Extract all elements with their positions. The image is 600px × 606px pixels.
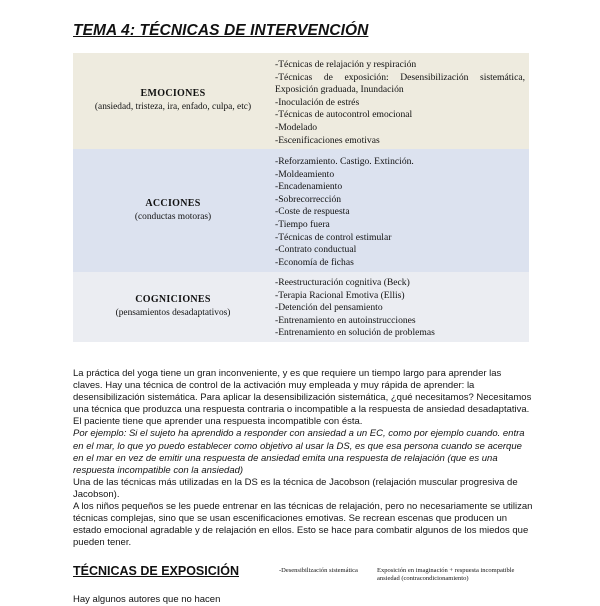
technique-item: -Entrenamiento en autoinstrucciones (275, 314, 416, 326)
technique-list (273, 53, 529, 149)
table-row-acciones (73, 149, 529, 272)
technique-list (273, 149, 529, 272)
technique-item: -Tiempo fuera (275, 218, 330, 230)
technique-item: -Reestructuración cognitiva (Beck) (275, 277, 410, 288)
technique-item: -Detención del pensamiento (275, 302, 383, 314)
technique-item: -Terapia Racional Emotiva (Ellis) (275, 289, 405, 301)
category-title: EMOCIONES (140, 88, 206, 100)
technique-item: -Entrenamiento en solución de problemas (275, 327, 435, 339)
paragraph: A los niños pequeños se les puede entrenar en las técnicas de relajación, pero no necesariamente se utilizan técnicas complejas, sino que se usan escenificaciones emotivas. Se recrean escenas que producen un estado emocional agradable y de relajación en ellos. Esto se hace para combatir algunos de los miedos que pueden tener. (73, 501, 533, 549)
paragraph-start: Hay algunos autores que no hacen (73, 594, 221, 605)
paragraph: La práctica del yoga tiene un gran inconveniente, y es que requiere un tiempo largo para aprender las claves. Hay una técnica de control de la activación muy empleada y muy rápida de aprender: la desensibilización sistemática. Para aplicar la desensibilización sistemática, ¿qué necesitamos? Necesitamos una técnica que produzca una respuesta contraria o incompatible a la respuesta de ansiedad desadaptativa. El paciente tiene que aprender una respuesta incompatible con ésta. (73, 368, 532, 428)
technique-item: -Moldeamiento (275, 168, 335, 180)
technique-item: -Reforzamiento. Castigo. Extinción. (275, 156, 414, 167)
technique-item: -Técnicas de exposición: Desensibilización sistemática, Exposición graduada, Inundación (275, 71, 525, 96)
techniques-table (73, 53, 529, 342)
technique-item: -Técnicas de autocontrol emocional (275, 109, 413, 121)
paragraph: Una de las técnicas más utilizadas en la DS es la técnica de Jacobson (relajación muscular progresiva de Jacobson). (73, 476, 518, 500)
technique-item: -Contrato conductual (275, 244, 357, 256)
technique-item: -Escenificaciones emotivas (275, 134, 380, 146)
page-title: TEMA 4: TÉCNICAS DE INTERVENCIÓN (73, 22, 369, 39)
category-subtitle: (pensamientos desadaptativos) (115, 308, 231, 318)
category-subtitle: (ansiedad, tristeza, ira, enfado, culpa, etc) (94, 102, 252, 112)
technique-item: -Coste de respuesta (275, 206, 350, 218)
category-subtitle: (conductas motoras) (134, 211, 212, 222)
category-cell (73, 272, 273, 342)
technique-list (273, 272, 529, 342)
technique-item: -Técnicas de control estimular (275, 231, 392, 243)
body-text (73, 368, 533, 549)
category-title: ACCIONES (145, 197, 201, 209)
margin-note: Exposición en imaginación + respuesta incompatible ansiedad (contracondicionamiento) (377, 567, 515, 582)
technique-item: -Encadenamiento (275, 181, 343, 193)
technique-item: -Modelado (275, 121, 318, 133)
technique-item: -Economía de fichas (275, 256, 354, 268)
section-title: TÉCNICAS DE EXPOSICIÓN (73, 564, 239, 578)
category-cell (73, 53, 273, 149)
technique-item: -Sobrecorrección (275, 193, 342, 205)
example-paragraph: Por ejemplo: Si el sujeto ha aprendido a responder con ansiedad a un EC, como por ejemplo cuando. entra en el mar, lo que yo puedo establecer como objetivo al usar la DS, es que esa persona cuando se acerque en el mar en vez de emitir una respuesta de ansiedad emita una respuesta de relajación (que es una respuesta incompatible con la ansiedad) (73, 428, 525, 476)
margin-note: -Desensibilización sistemática (279, 567, 358, 574)
table-row-emociones (73, 53, 529, 149)
category-title: COGNICIONES (135, 294, 211, 306)
technique-item: -Técnicas de relajación y respiración (275, 59, 417, 70)
table-row-cogniciones (73, 272, 529, 342)
category-cell (73, 149, 273, 272)
technique-item: -Inoculación de estrés (275, 96, 360, 108)
